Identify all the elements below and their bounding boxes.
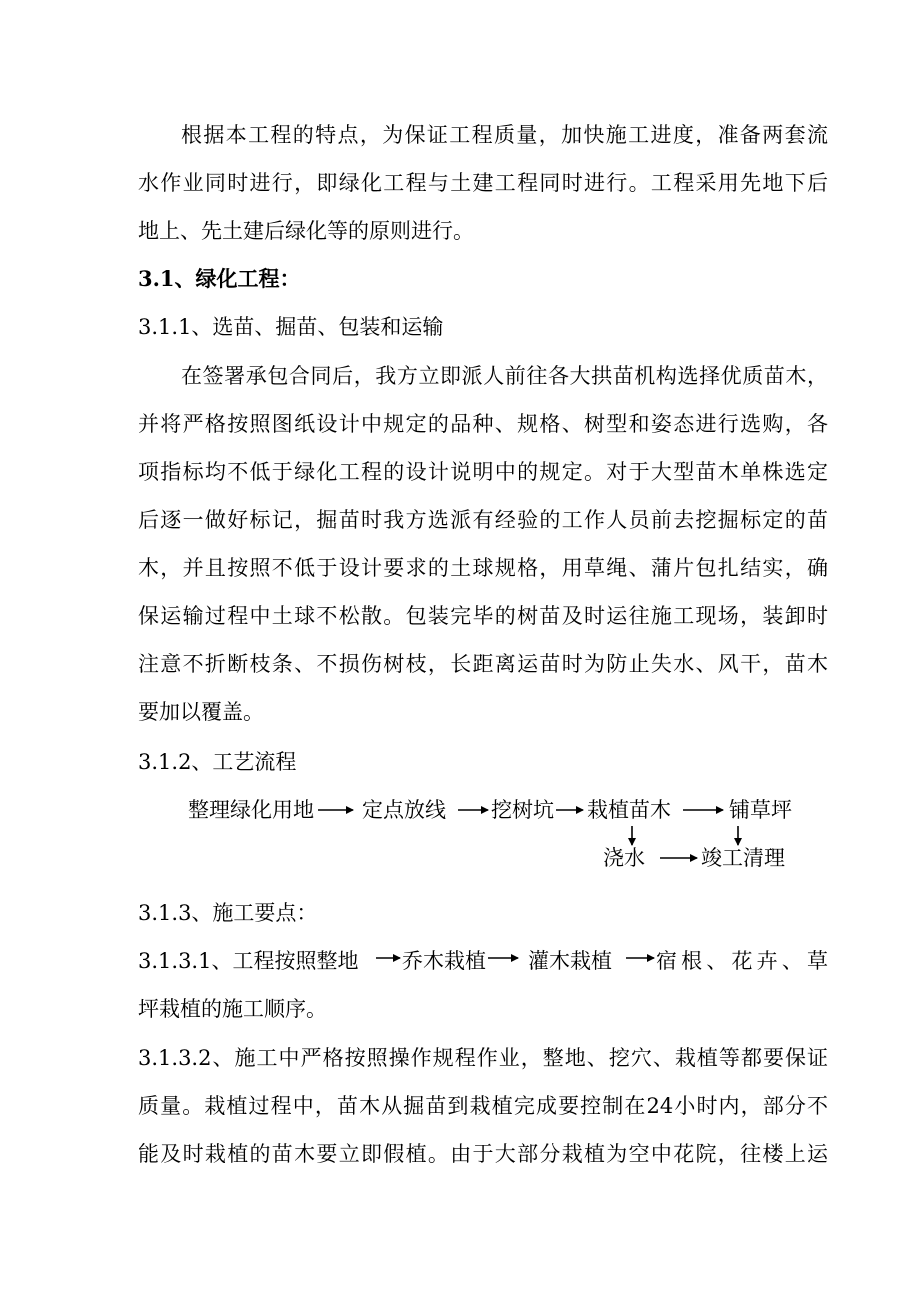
point2-line-2: 质量。栽植过程中，苗木从掘苗到栽植完成要控制在24小时内，部分不 [138,1094,828,1118]
flow-step-dig-pits: 挖树坑 [491,798,554,822]
point1-step-trees: 乔木栽植 [402,949,486,973]
point1-step-shrubs: 灌木栽植 [528,949,612,973]
para1-line-1: 根据本工程的特点，为保证工程质量，加快施工进度，准备两套流 [181,123,828,147]
flow-step-cleanup: 竣工清理 [701,846,785,870]
section-3-1-heading: 3.1、绿化工程： [138,266,301,291]
para2-line-5: 木，并且按照不低于设计要求的土球规格，用草绳、蒲片包扎结实，确 [138,556,828,580]
para1-line-3: 地上、先土建后绿化等的原则进行。 [138,219,474,243]
section-3-1-2-heading: 3.1.2、工艺流程 [138,750,297,774]
flow-step-watering: 浇水 [603,846,645,870]
section-3-1-3-heading: 3.1.3、施工要点： [138,901,318,925]
point2-line-3: 能及时栽植的苗木要立即假植。由于大部分栽植为空中花院，往楼上运 [138,1142,828,1166]
flow-step-planting: 栽植苗木 [587,798,671,822]
para2-line-1: 在签署承包合同后，我方立即派人前往各大拱苗机构选择优质苗木， [181,364,828,388]
para1-line-2: 水作业同时进行，即绿化工程与土建工程同时进行。工程采用先地下后 [138,171,828,195]
section-3-1-1-heading: 3.1.1、选苗、掘苗、包装和运输 [138,315,444,339]
para2-line-2: 并将严格按照图纸设计中规定的品种、规格、树型和姿态进行选购，各 [138,412,828,436]
flow-step-site-prep: 整理绿化用地 [188,798,314,822]
point2-line-1: 3.1.3.2、施工中严格按照操作规程作业，整地、挖穴、栽植等都要保证 [138,1046,828,1070]
para2-line-4: 后逐一做好标记，掘苗时我方选派有经验的工作人员前去挖掘标定的苗 [138,508,828,532]
para2-line-8: 要加以覆盖。 [138,700,264,724]
point1-line-2: 坪栽植的施工顺序。 [138,997,327,1021]
para2-line-3: 项指标均不低于绿化工程的设计说明中的规定。对于大型苗木单株选定 [138,460,828,484]
para2-line-7: 注意不折断枝条、不损伤树枝，长距离运苗时为防止失水、风干，苗木 [138,652,828,676]
flow-step-staking: 定点放线 [362,798,446,822]
point1-prefix: 3.1.3.1、工程按照整地 [138,949,359,973]
para2-line-6: 保运输过程中土球不松散。包装完毕的树苗及时运往施工现场，装卸时 [138,604,828,628]
flow-step-turf: 铺草坪 [729,798,792,822]
point1-step-flowers: 宿根、花卉、草 [656,949,828,973]
